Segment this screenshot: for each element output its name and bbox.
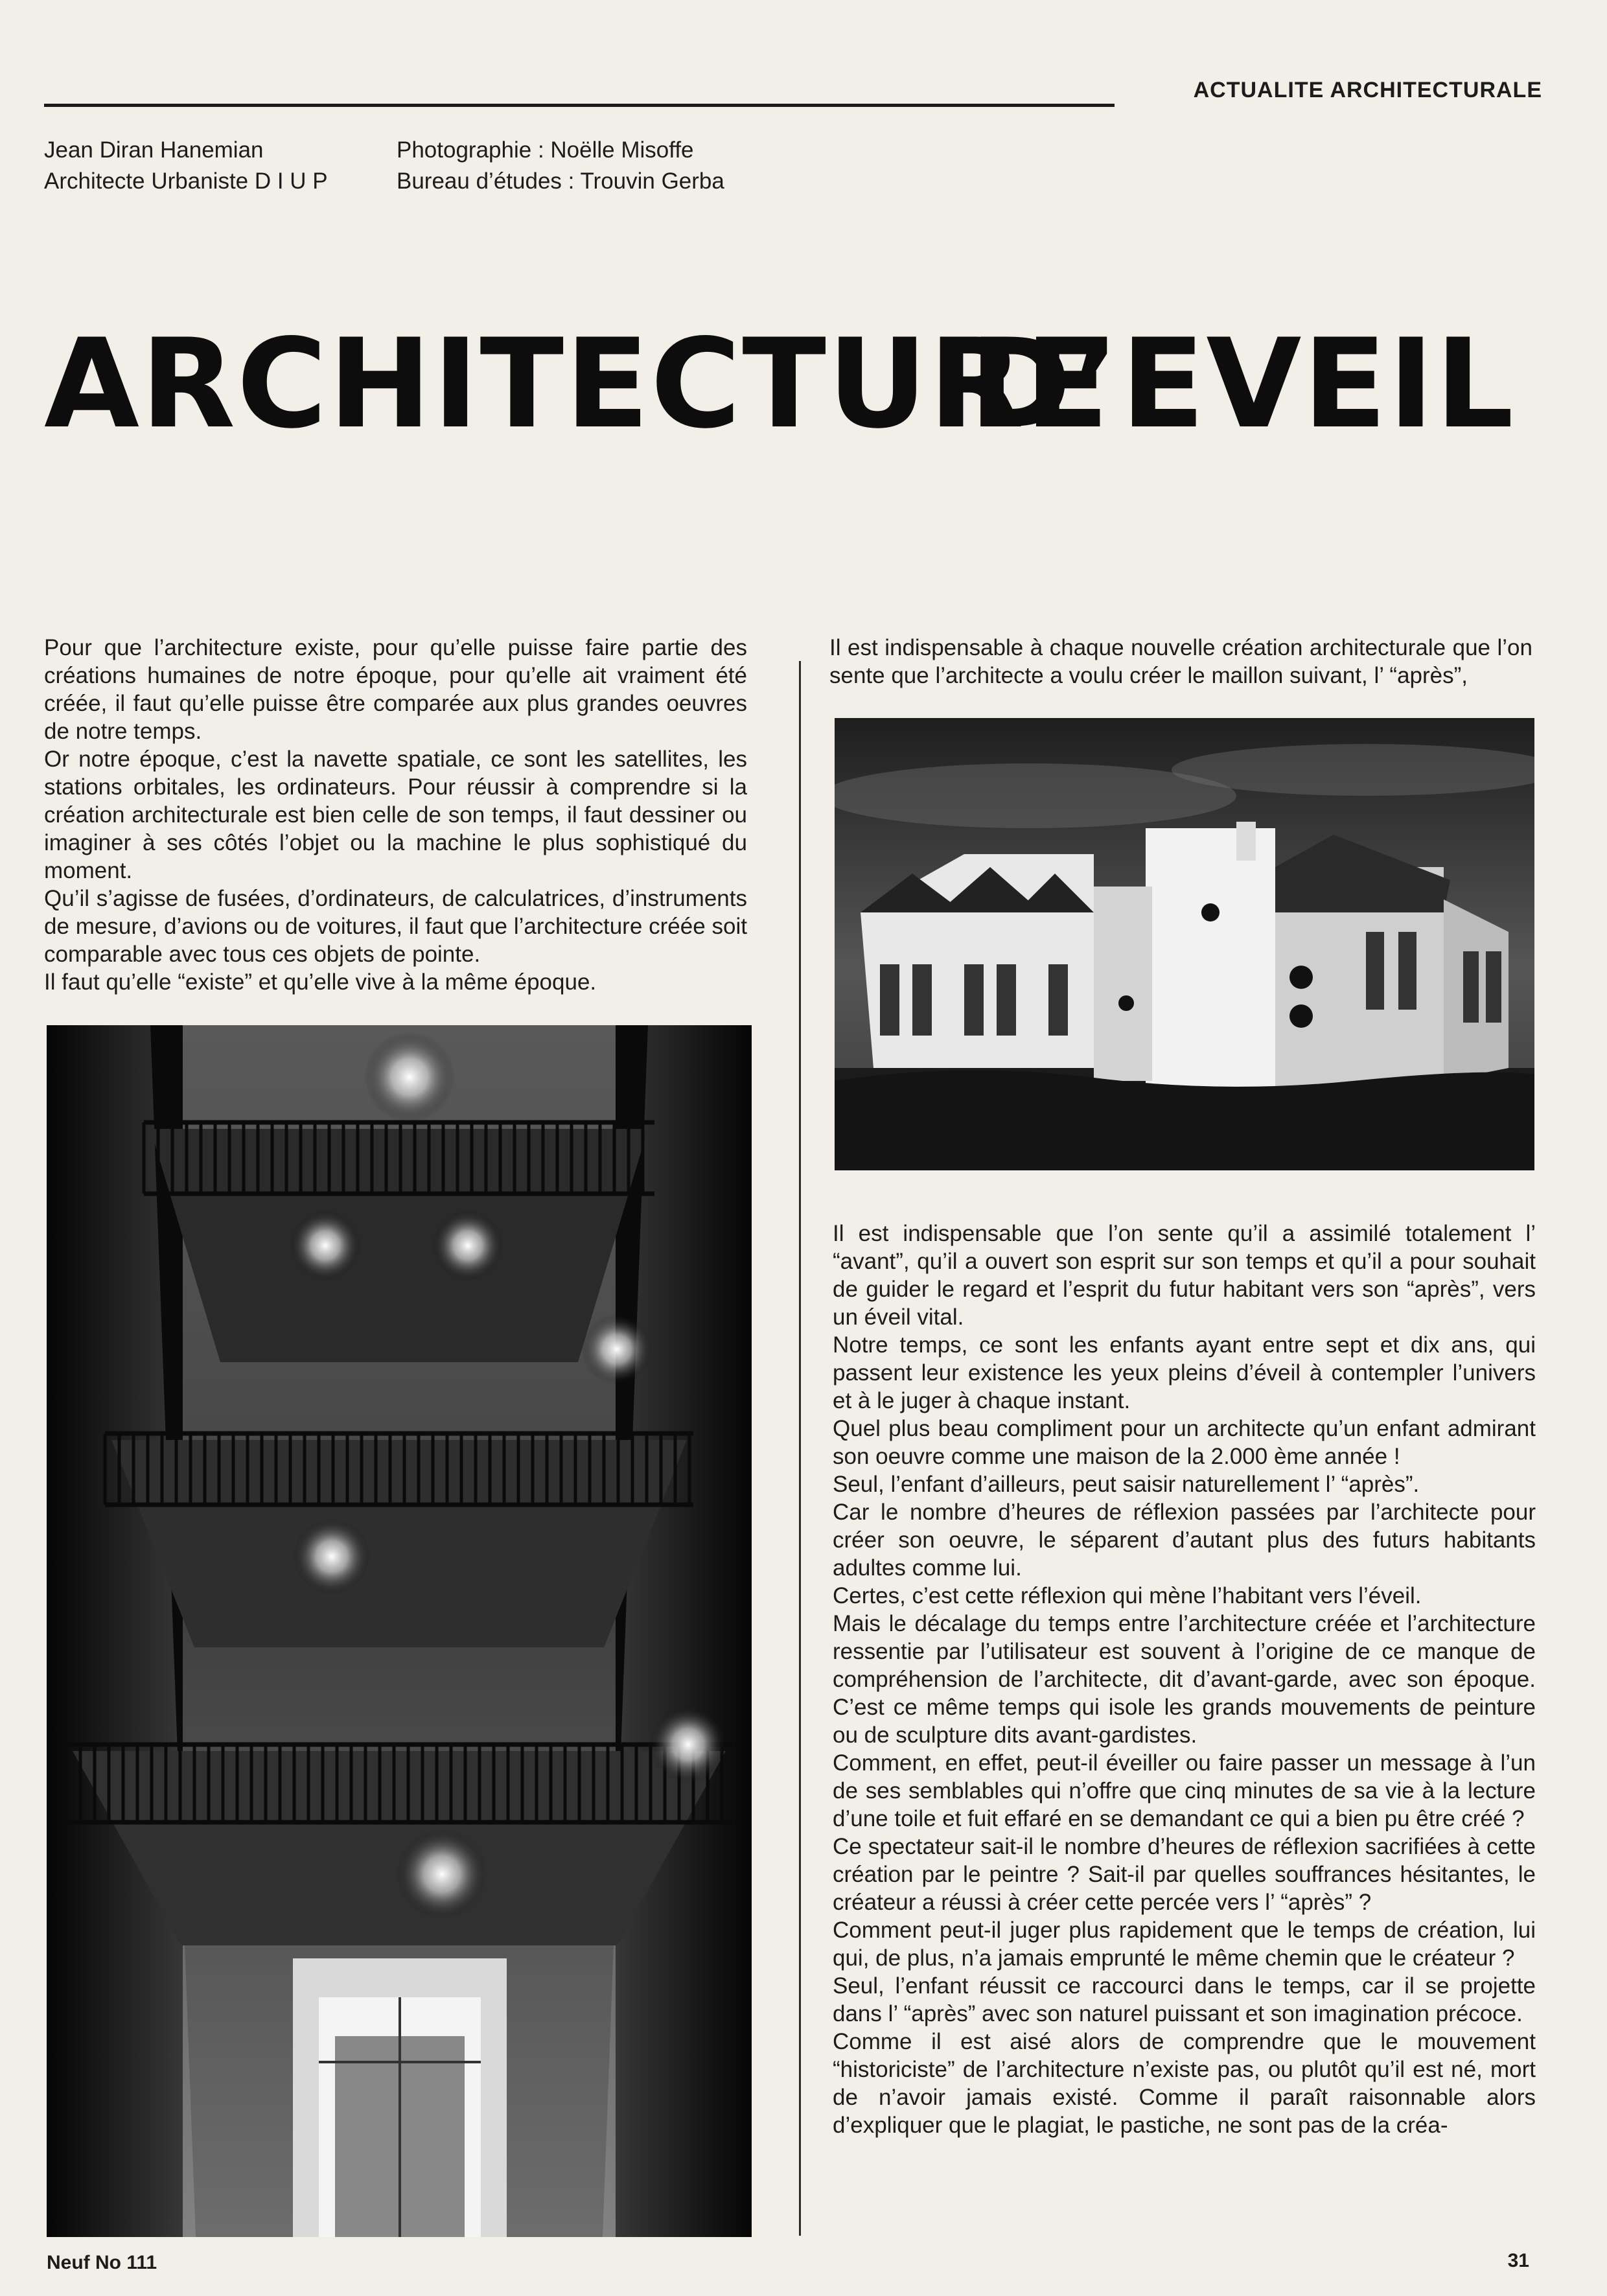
paragraph: Comment peut-il juger plus rapidement que le temps de création, lui qui, de plus, n’a jamais emprunté le même chemin que le créateur ? <box>833 1918 1536 1971</box>
header-rule <box>44 104 1115 107</box>
paragraph: Notre temps, ce sont les enfants ayant entre sept et dix ans, qui passent leur existence les yeux pleins d’éveil à contempler l’univers et à le juger à chaque instant. <box>833 1332 1536 1413</box>
right-column-intro-text <box>829 634 1532 690</box>
paragraph: Seul, l’enfant réussit ce raccourci dans le temps, car il se projette dans l’ “après” avec son naturel puissant et son imagination précoce. <box>833 1973 1536 2026</box>
headline-word-architecture: ARCHITECTURE <box>44 312 1111 456</box>
paragraph: Il faut qu’elle “existe” et qu’elle vive à la même époque. <box>44 969 597 995</box>
paragraph: Qu’il s’agisse de fusées, d’ordinateurs, de calculatrices, d’instruments de mesure, d’avions ou de voitures, il faut que l’architecture créée soit comparable avec tous ces objets de pointe. <box>44 886 747 967</box>
paragraph: Comme il est aisé alors de comprendre que le mouvement “historiciste” de l’architecture n’existe pas, ou plutôt qu’il est né, mort de n’avoir jamais existé. Comme il paraît raisonnable alors d’expliquer que le plagiat, le pastiche, ne sont pas de la créa- <box>833 2029 1536 2138</box>
section-label: ACTUALITE ARCHITECTURALE <box>1193 78 1542 102</box>
paragraph: Seul, l’enfant d’ailleurs, peut saisir naturellement l’ “après”. <box>833 1472 1420 1497</box>
paragraph: Or notre époque, c’est la navette spatiale, ce sont les satellites, les stations orbitales, les ordinateurs. Pour réussir à comprendre si la création architecturale est bien celle de son temps, il faut dessiner ou imaginer à ses côtés l’objet ou la machine le plus sophistiqué du moment. <box>44 747 747 883</box>
paragraph: Pour que l’architecture existe, pour qu’elle puisse faire partie des créations humaines de notre époque, pour qu’elle ait vraiment été créée, il faut qu’elle puisse être comparée aux plus grandes oeuvres de notre temps. <box>44 635 747 744</box>
paragraph: Certes, c’est cette réflexion qui mène l’habitant vers l’éveil. <box>833 1583 1422 1608</box>
column-divider <box>799 661 801 2236</box>
article-headline <box>44 310 1515 459</box>
paragraph: Quel plus beau compliment pour un architecte qu’un enfant admirant son oeuvre comme une maison de la 2.000 ème année ! <box>833 1416 1536 1469</box>
headline-word-eveil: D’EVEIL <box>969 312 1515 456</box>
issue-label: Neuf No 111 <box>47 2252 157 2273</box>
studies-office-credit: Bureau d’études : Trouvin Gerba <box>397 168 724 194</box>
paragraph: Mais le décalage du temps entre l’architecture créée et l’architecture ressentie par l’utilisateur est souvent à l’origine de ce manque de compréhension de l’architecte, dit d’avant-garde, avec son époque. C’est ce même temps qui isole les grands mouvements de peinture ou de sculpture dits avant-gardistes. <box>833 1611 1536 1748</box>
photography-credit: Photographie : Noëlle Misoffe <box>397 137 694 163</box>
photo-credits <box>397 135 824 197</box>
staircase-photo <box>47 1025 752 2237</box>
author-name: Jean Diran Hanemian <box>44 137 264 163</box>
paragraph: Car le nombre d’heures de réflexion passées par l’architecte pour créer son oeuvre, le séparent d’autant plus des futurs habitants adultes comme lui. <box>833 1500 1536 1581</box>
paragraph: Il est indispensable que l’on sente qu’il a assimilé totalement l’ “avant”, qu’il a ouvert son esprit sur son temps et qu’il a pour souhait de guider le regard et l’esprit du futur habitant vers son “après”, vers un éveil vital. <box>833 1221 1536 1330</box>
right-column-text <box>833 1220 1536 2139</box>
page-number: 31 <box>1507 2250 1529 2271</box>
author-role: Architecte Urbaniste D I U P <box>44 168 328 194</box>
building-exterior-photo <box>835 718 1534 1170</box>
paragraph: Comment, en effet, peut-il éveiller ou faire passer un message à l’un de ses semblables qui n’offre que cinq minutes de sa vie à la lecture d’une toile et fuit effaré en se demandant ce qui a bien pu être créé ? <box>833 1750 1536 1831</box>
author-credits <box>44 135 381 197</box>
paragraph: Ce spectateur sait-il le nombre d’heures de réflexion sacrifiées à cette création par le peintre ? Sait-il par quelles souffrances hésitantes, le créateur a réussi à créer cette percée vers l’ “après” ? <box>833 1834 1536 1915</box>
paragraph: Il est indispensable à chaque nouvelle création architecturale que l’on sente que l’architecte a voulu créer le maillon suivant, l’ “après”, <box>829 635 1532 688</box>
left-column-text <box>44 634 747 996</box>
